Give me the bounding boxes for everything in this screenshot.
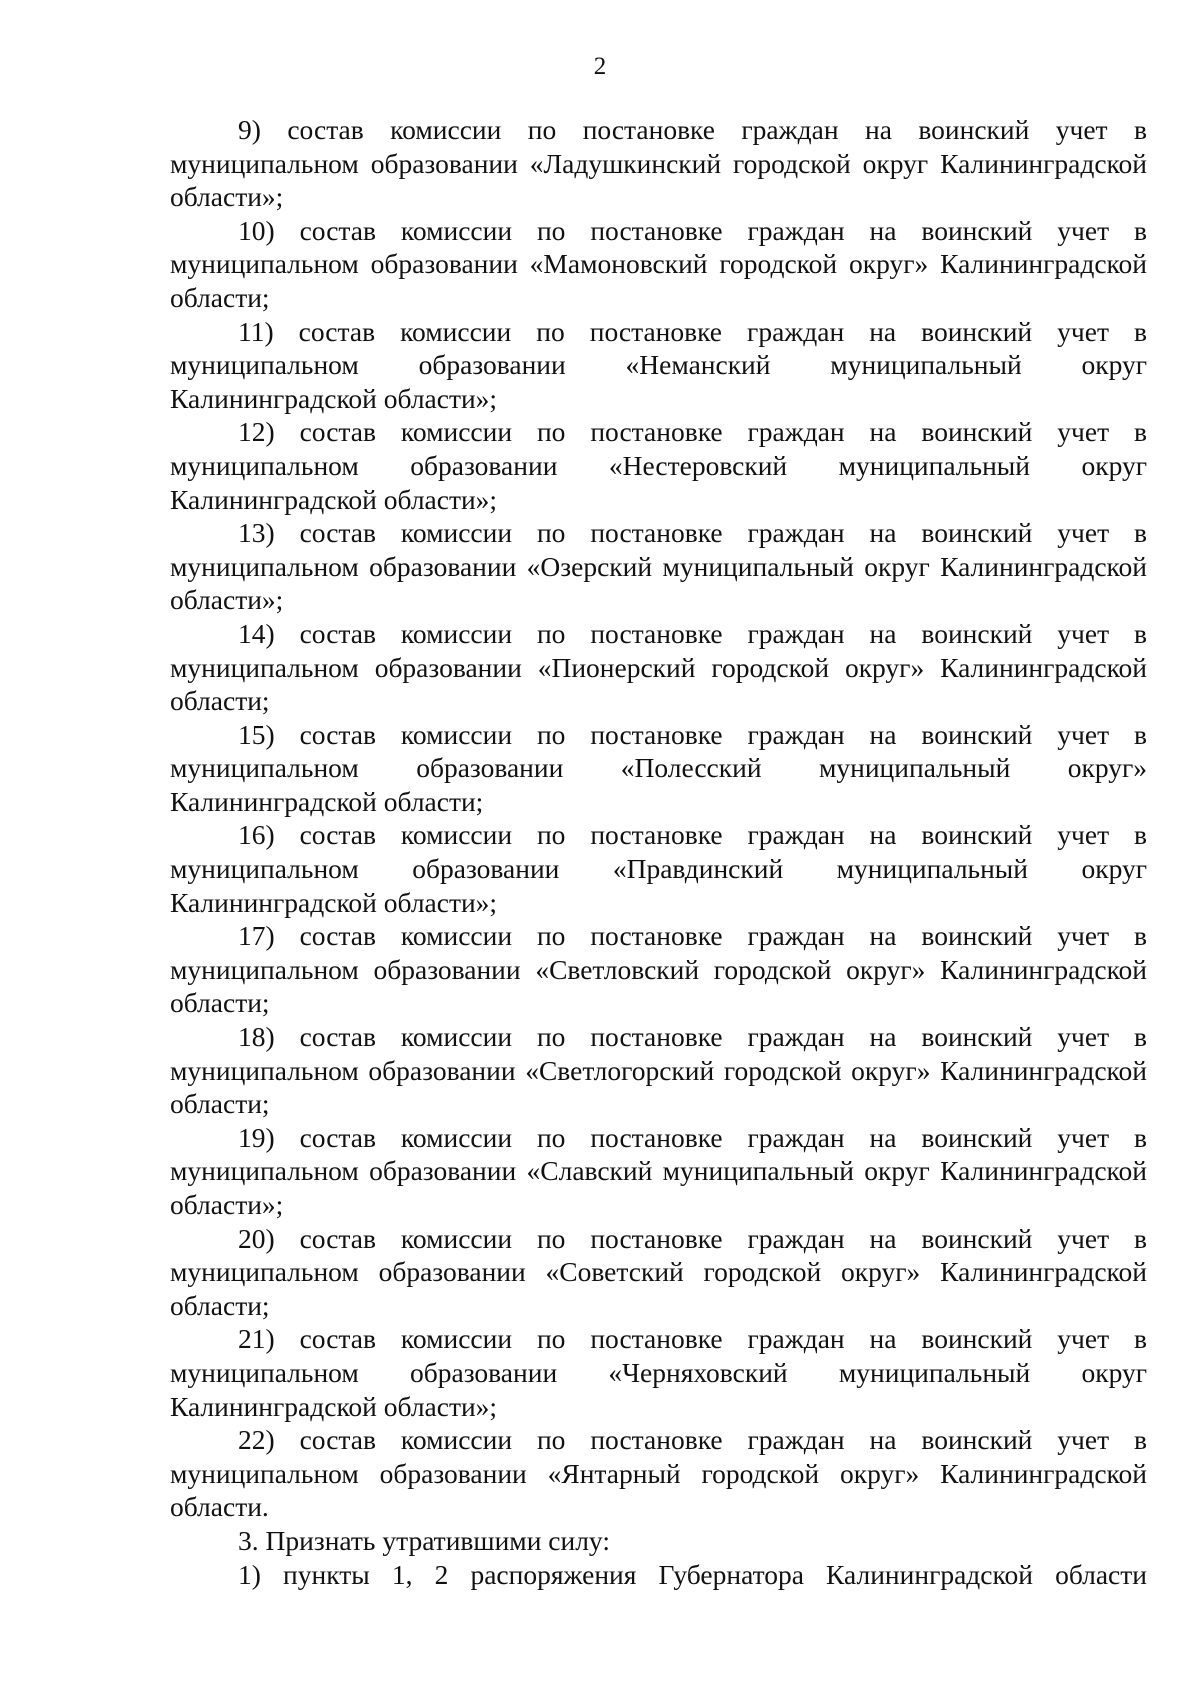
list-item: 22) состав комиссии по постановке граждан на воинский учет в муниципальном образовании «Янтарный городской округ» Калининградской области. <box>170 1424 1147 1523</box>
list-item: 18) состав комиссии по постановке граждан на воинский учет в муниципальном образовании «Светлогорский городской округ» Калининградской области; <box>170 1021 1147 1120</box>
list-item: 21) состав комиссии по постановке граждан на воинский учет в муниципальном образовании «Черняховский муниципальный округ Калининградской области»; <box>170 1323 1147 1422</box>
page-number: 2 <box>593 53 607 80</box>
list-item: 14) состав комиссии по постановке граждан на воинский учет в муниципальном образовании «Пионерский городской округ» Калининградской области; <box>170 617 1147 717</box>
section-item: 1) пункты 1, 2 распоряжения Губернатора Калининградской области <box>238 1558 1147 1590</box>
list-item: 15) состав комиссии по постановке граждан на воинский учет в муниципальном образовании «Полесский муниципальный округ» Калининградской области; <box>170 718 1147 817</box>
list-item: 13) состав комиссии по постановке граждан на воинский учет в муниципальном образовании «Озерский муниципальный округ Калининградской области»; <box>170 517 1147 616</box>
list-item: 10) состав комиссии по постановке граждан на воинский учет в муниципальном образовании «Мамоновский городской округ» Калининградской области; <box>170 214 1147 313</box>
list-item: 12) состав комиссии по постановке граждан на воинский учет в муниципальном образовании «Нестеровский муниципальный округ Калининградской области»; <box>170 416 1147 515</box>
list-item: 19) состав комиссии по постановке граждан на воинский учет в муниципальном образовании «Славский муниципальный округ Калининградской области»; <box>170 1121 1147 1220</box>
section-heading: 3. Признать утратившими силу: <box>238 1524 610 1556</box>
list-item: 11) состав комиссии по постановке граждан на воинский учет в муниципальном образовании «Неманский муниципальный округ Калининградской области»; <box>170 315 1147 414</box>
list-item: 16) состав комиссии по постановке граждан на воинский учет в муниципальном образовании «Правдинский муниципальный округ Калининградской области»; <box>170 819 1147 918</box>
list-item: 20) состав комиссии по постановке граждан на воинский учет в муниципальном образовании «Советский городской округ» Калининградской области; <box>170 1222 1147 1321</box>
list-item: 9) состав комиссии по постановке граждан на воинский учет в муниципальном образовании «Ладушкинский городской округ Калининградской области»; <box>170 114 1147 213</box>
document-body <box>170 113 1147 1591</box>
list-item: 17) состав комиссии по постановке граждан на воинский учет в муниципальном образовании «Светловский городской округ» Калининградской области; <box>170 920 1147 1019</box>
